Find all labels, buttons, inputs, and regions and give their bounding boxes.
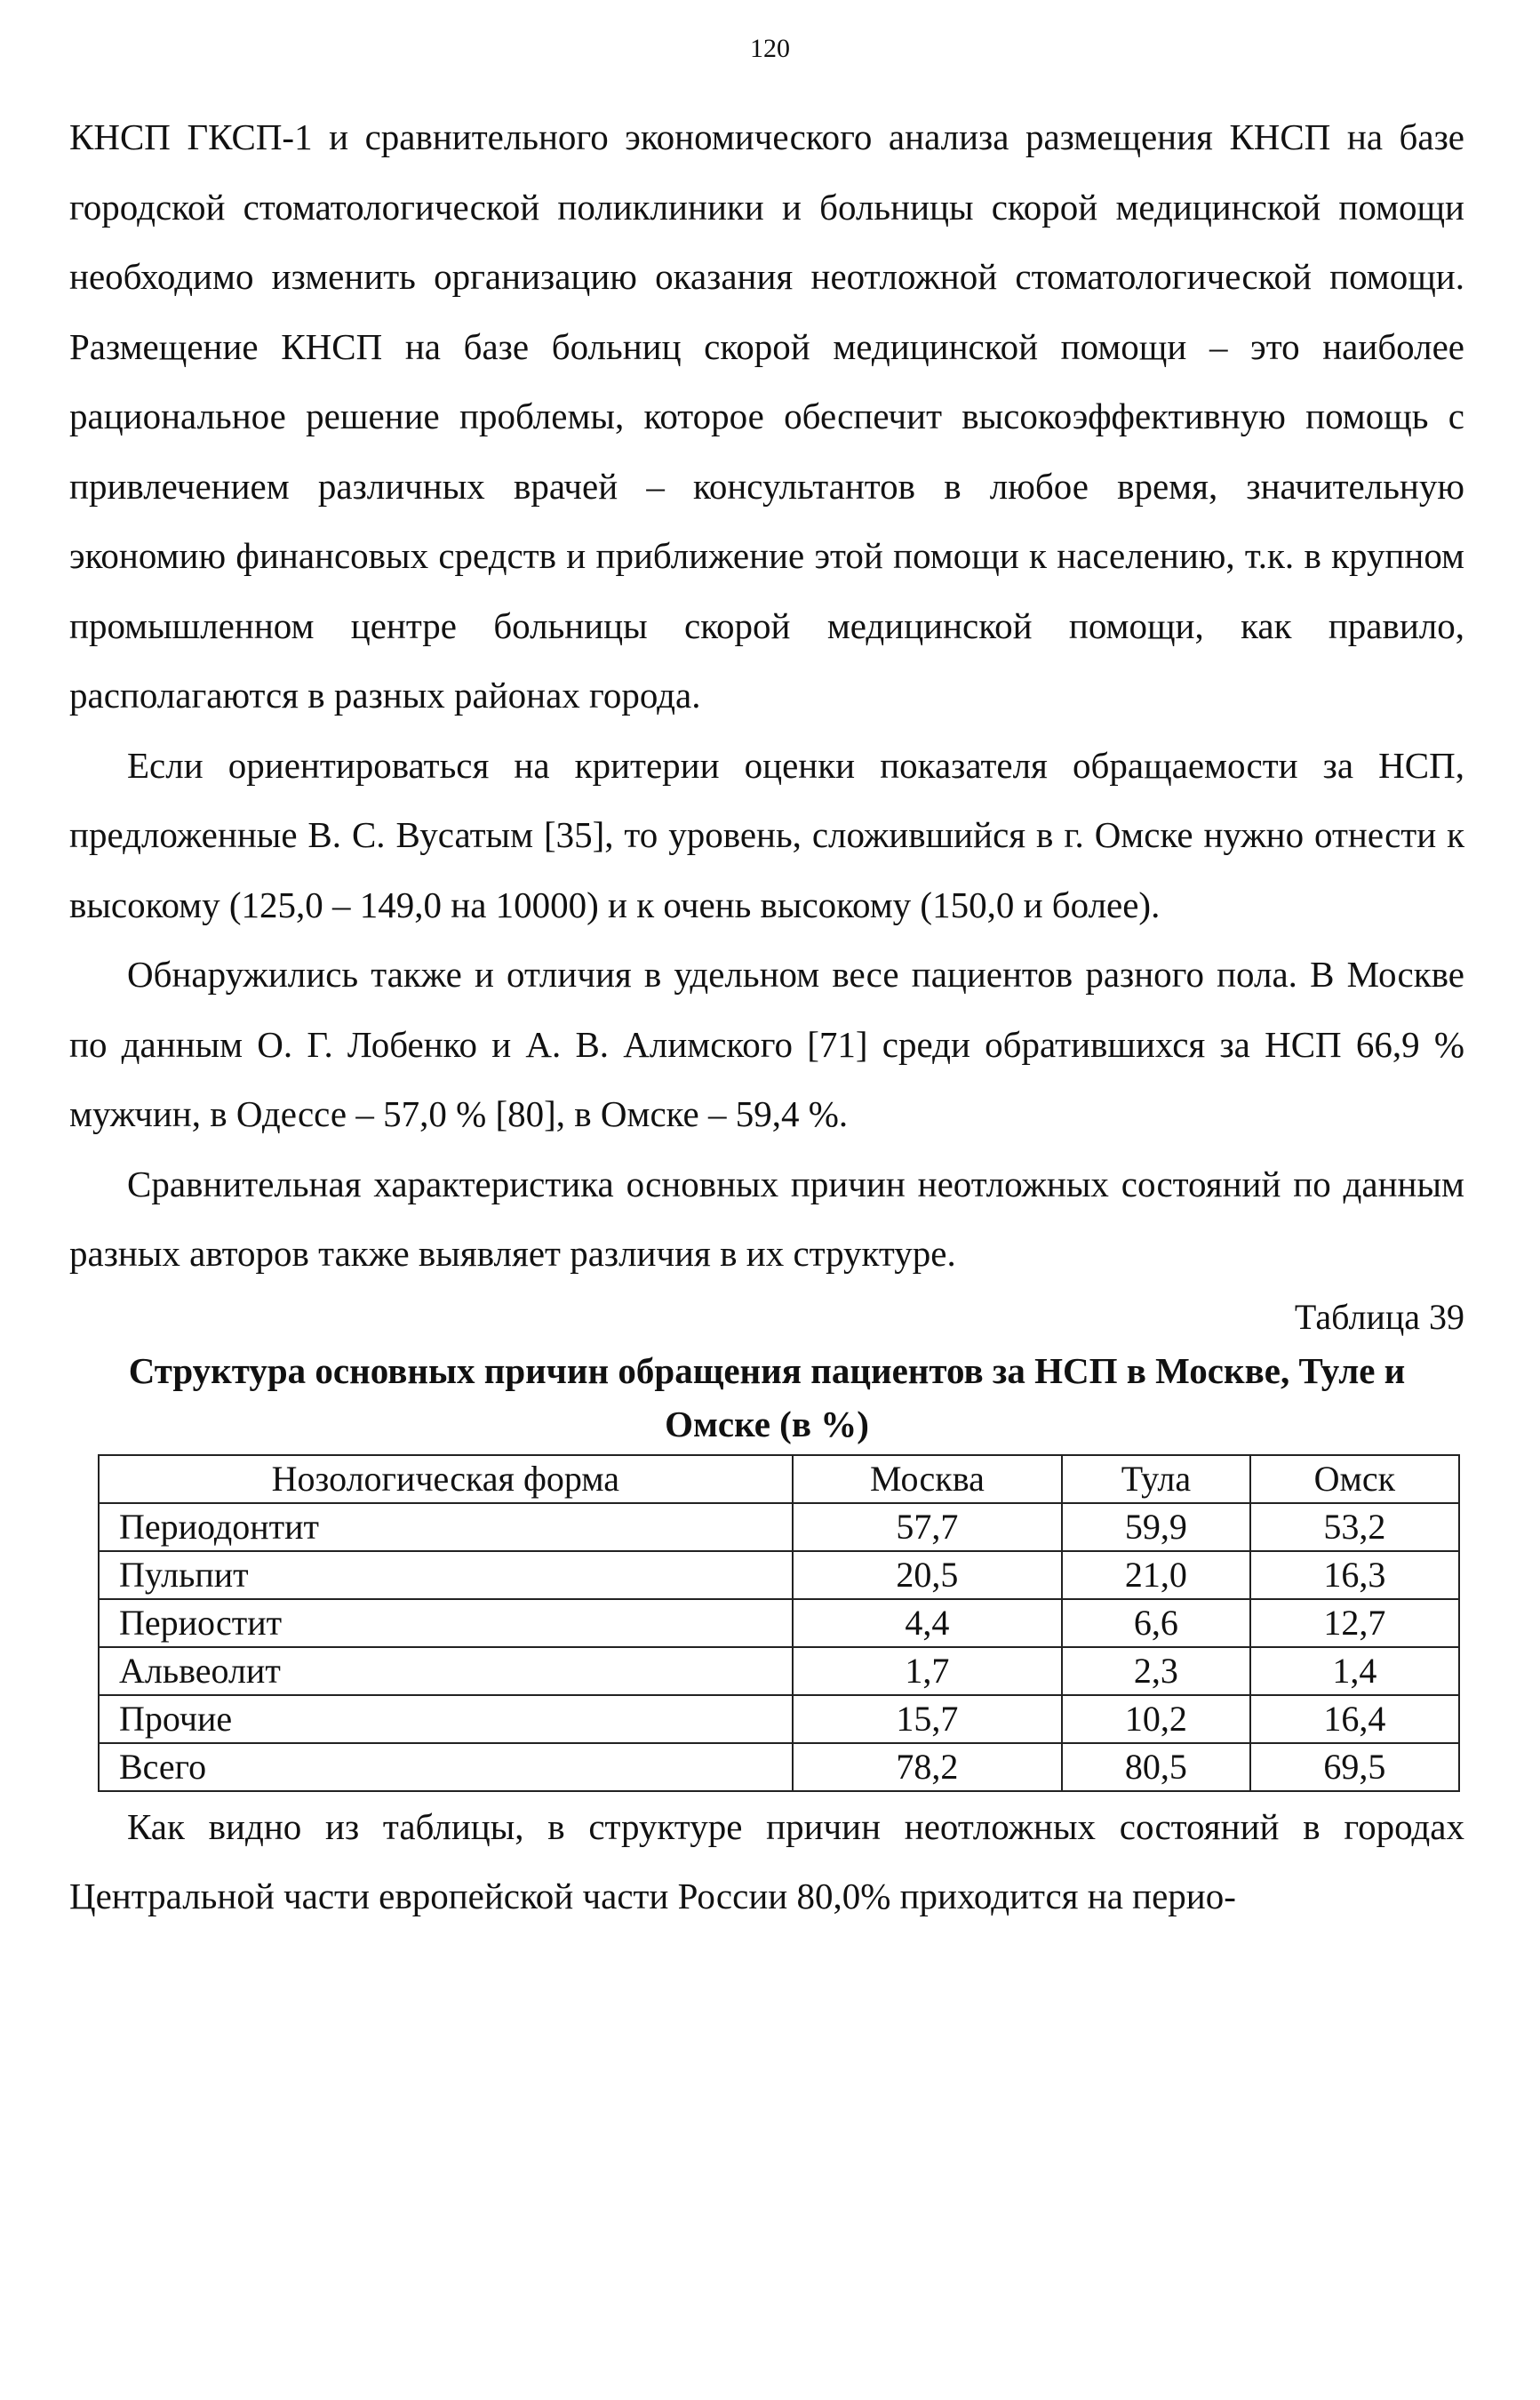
table-cell: Пульпит xyxy=(99,1551,793,1599)
table-cell: 59,9 xyxy=(1062,1503,1250,1551)
table-cell: Периостит xyxy=(99,1599,793,1647)
table-cell: 69,5 xyxy=(1250,1743,1459,1791)
table-cell: 12,7 xyxy=(1250,1599,1459,1647)
data-table xyxy=(98,1454,1460,1792)
table-row xyxy=(99,1599,1459,1647)
table-cell: 21,0 xyxy=(1062,1551,1250,1599)
paragraph: Обнаружились также и отличия в удельном весе пациентов разного пола. В Москве по данным О. Г. Лобенко и А. В. Алимского [71] среди обратившихся за НСП 66,9 % мужчин, в Одессе – 57,0 % [80], в Омске – 59,4 %. xyxy=(69,954,1464,1134)
table-title: Структура основных причин обращения пациентов за НСП в Москве, Туле и Омске (в %) xyxy=(128,1349,1406,1444)
column-header: Тула xyxy=(1062,1455,1250,1503)
table-cell: 1,4 xyxy=(1250,1647,1459,1695)
column-header: Омск xyxy=(1250,1455,1459,1503)
table-cell: Прочие xyxy=(99,1695,793,1743)
column-header: Нозологическая форма xyxy=(99,1455,793,1503)
document-body xyxy=(69,102,1464,1932)
paragraph: Если ориентироваться на критерии оценки показателя обращаемости за НСП, предложенные В. С. Вусатым [35], то уровень, сложившийся в г. Омске нужно отнести к высокому (125,0 – 149,0 на 10000) и к очень высокому (150,0 и более). xyxy=(69,744,1464,925)
table-cell: 20,5 xyxy=(793,1551,1062,1599)
table-row xyxy=(99,1503,1459,1551)
table-cell: 10,2 xyxy=(1062,1695,1250,1743)
table-cell: 53,2 xyxy=(1250,1503,1459,1551)
paragraph: КНСП ГКСП-1 и сравнительного экономического анализа размещения КНСП на базе городской стоматологической поликлиники и больницы скорой медицинской помощи необходимо изменить организацию оказания неотложной стоматологической помощи. Размещение КНСП на базе больниц скорой медицинской помощи – это наиболее рациональное решение проблемы, которое обеспечит высокоэффективную помощь с привлечением различных врачей – консультантов в любое время, значительную экономию финансовых средств и приближение этой помощи к населению, т.к. в крупном промышленном центре больницы скорой медицинской помощи, как правило, располагаются в разных районах города. xyxy=(69,116,1464,716)
table-row xyxy=(99,1647,1459,1695)
column-header: Москва xyxy=(793,1455,1062,1503)
table-row xyxy=(99,1551,1459,1599)
page-number: 120 xyxy=(750,34,790,63)
table-cell: 2,3 xyxy=(1062,1647,1250,1695)
table-cell: Периодонтит xyxy=(99,1503,793,1551)
table-cell: 15,7 xyxy=(793,1695,1062,1743)
table-cell: 16,4 xyxy=(1250,1695,1459,1743)
table-row-total xyxy=(99,1743,1459,1791)
table-cell: 4,4 xyxy=(793,1599,1062,1647)
paragraph: Как видно из таблицы, в структуре причин неотложных состояний в городах Центральной части европейской части России 80,0% приходится на перио- xyxy=(69,1805,1464,1916)
table-cell: 1,7 xyxy=(793,1647,1062,1695)
table-cell: 16,3 xyxy=(1250,1551,1459,1599)
paragraph: Сравнительная характеристика основных причин неотложных состояний по данным разных авторов также выявляет различия в их структуре. xyxy=(69,1163,1464,1274)
table-header-row xyxy=(99,1455,1459,1503)
table-cell: Всего xyxy=(99,1743,793,1791)
table-cell: 57,7 xyxy=(793,1503,1062,1551)
table-caption: Таблица 39 xyxy=(1294,1296,1464,1337)
table-cell: 78,2 xyxy=(793,1743,1062,1791)
table-cell: 6,6 xyxy=(1062,1599,1250,1647)
table-row xyxy=(99,1695,1459,1743)
table-cell: Альвеолит xyxy=(99,1647,793,1695)
table-cell: 80,5 xyxy=(1062,1743,1250,1791)
